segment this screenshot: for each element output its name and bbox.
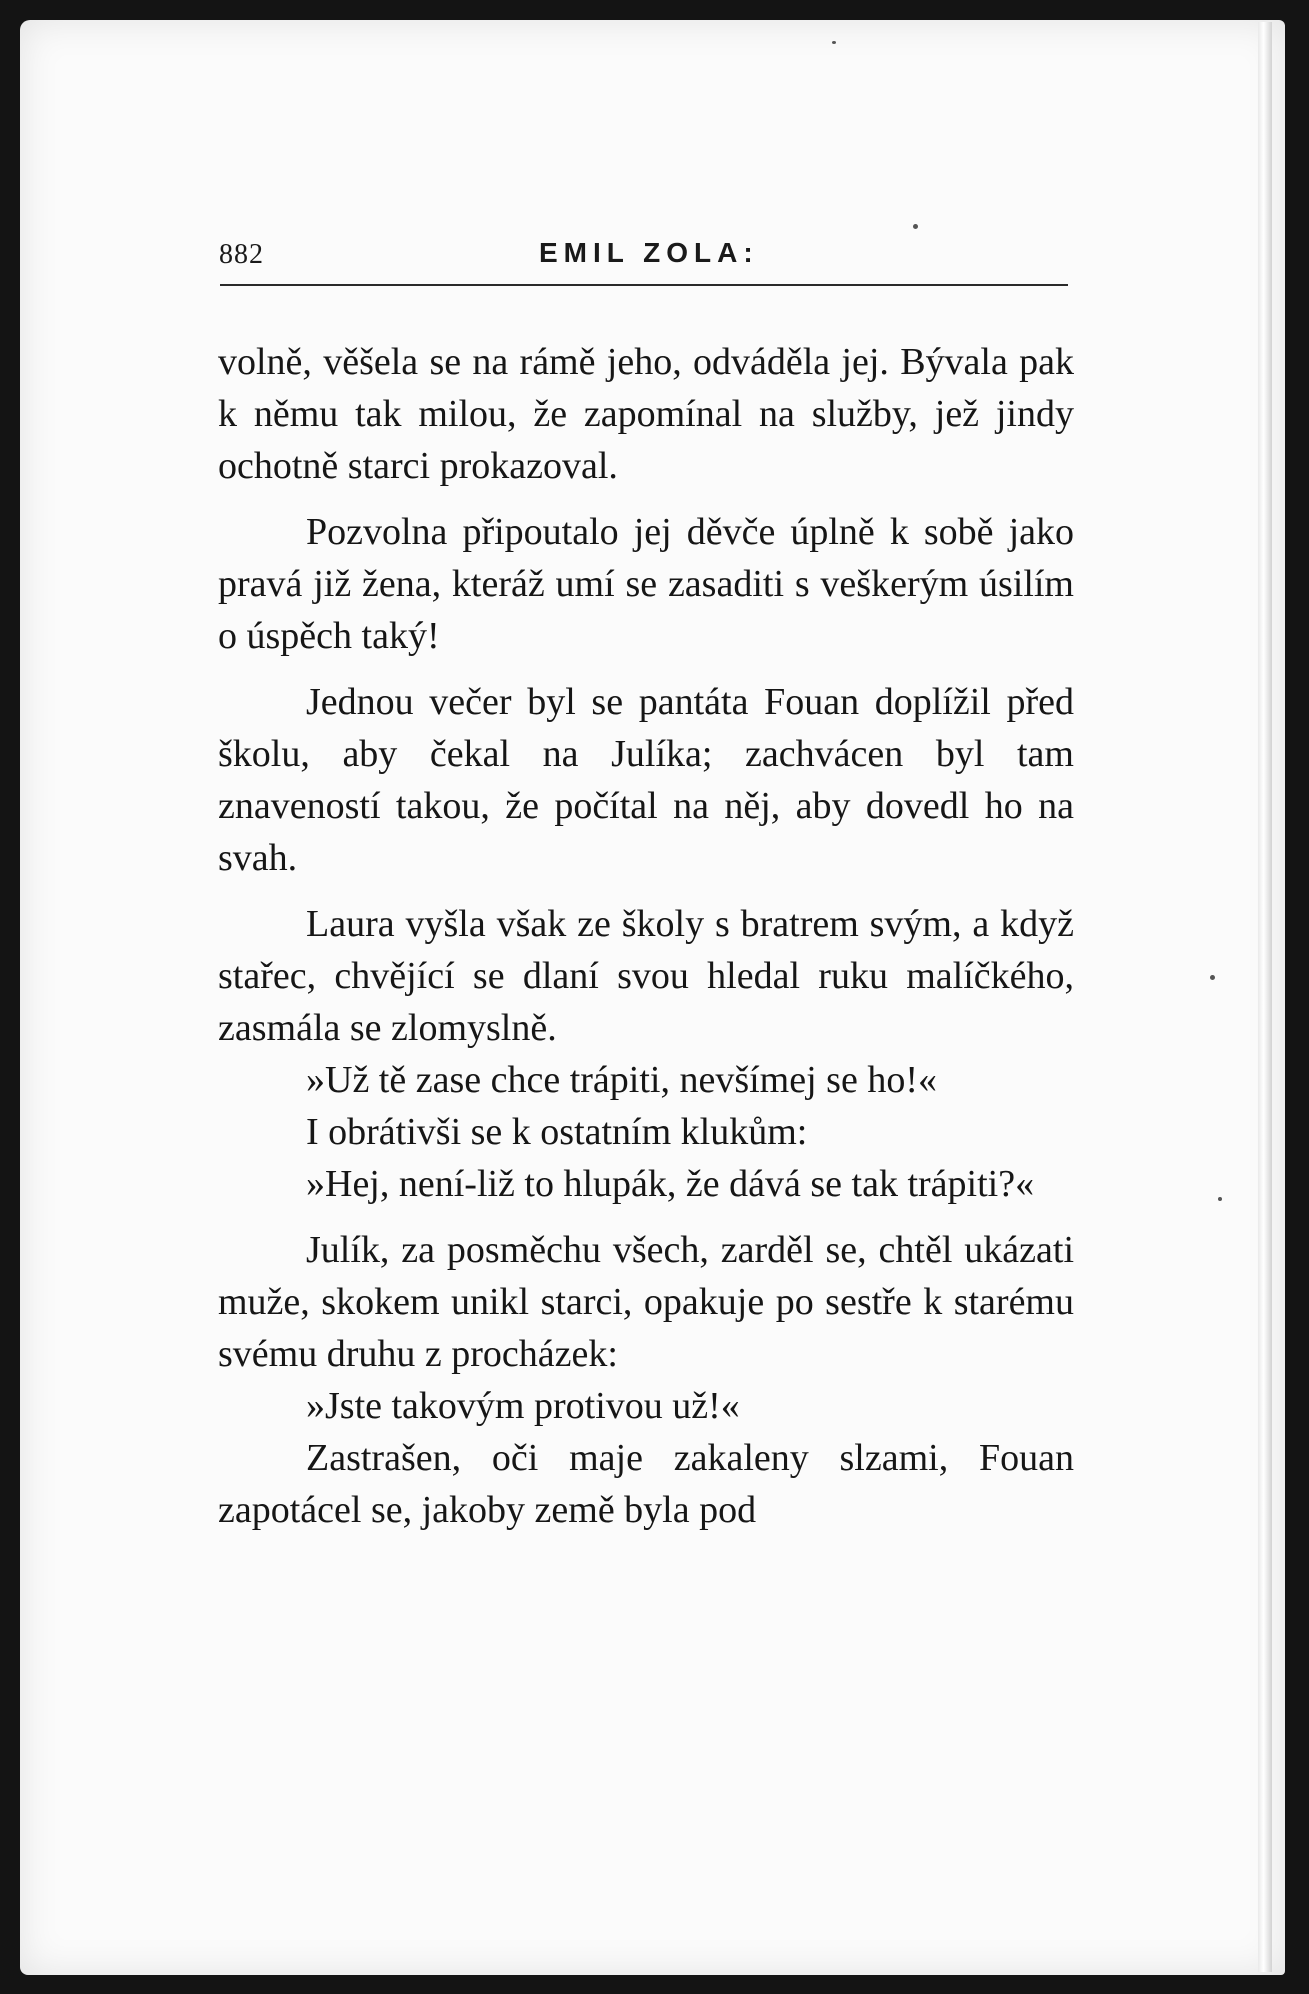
header-rule: [220, 284, 1068, 286]
dust-speck: [913, 224, 918, 229]
running-head: EMIL ZOLA:: [539, 237, 759, 268]
paragraph: Jednou večer byl se pantáta Fouan doplížil před školu, aby čekal na Julíka; zachvácen byl tam znaveností takou, že počítal na něj, aby dovedl ho na svah.: [218, 681, 1074, 879]
paragraph: I obrátivši se k ostatním klukům:: [306, 1111, 808, 1153]
dust-speck: [832, 41, 836, 44]
paragraph: Laura vyšla však ze školy s bratrem svým, a když stařec, chvějící se dlaní svou hledal ruku malíčkého, zasmála se zlomyslně.: [218, 903, 1074, 1049]
paragraph: volně, věšela se na rámě jeho, odváděla jej. Bývala pak k němu tak milou, že zapomínal na služby, jež jindy ochotně starci prokazoval.: [218, 341, 1074, 487]
paragraph: »Hej, není-liž to hlupák, že dává se tak trápiti?«: [306, 1163, 1035, 1205]
paragraph: »Jste takovým protivou už!«: [306, 1385, 740, 1427]
page-edge: [1258, 22, 1272, 1972]
paragraph: Julík, za posměchu všech, zarděl se, chtěl ukázati muže, skokem unikl starci, opakuje po sestře k starému svému druhu z procházek:: [218, 1229, 1074, 1375]
paragraph: Zastrašen, oči maje zakaleny slzami, Fouan zapotácel se, jakoby země byla pod: [218, 1437, 1074, 1531]
page-number: 882: [219, 239, 264, 270]
page-header: [219, 235, 1067, 295]
paragraph: Pozvolna připoutalo jej děvče úplně k sobě jako pravá již žena, kteráž umí se zasaditi s veškerým úsilím o úspěch taký!: [218, 511, 1074, 657]
dust-speck: [1210, 975, 1215, 980]
paragraph: »Už tě zase chce trápiti, nevšímej se ho!«: [306, 1059, 937, 1101]
body-text: [218, 336, 1074, 1536]
dust-speck: [1218, 1197, 1222, 1201]
